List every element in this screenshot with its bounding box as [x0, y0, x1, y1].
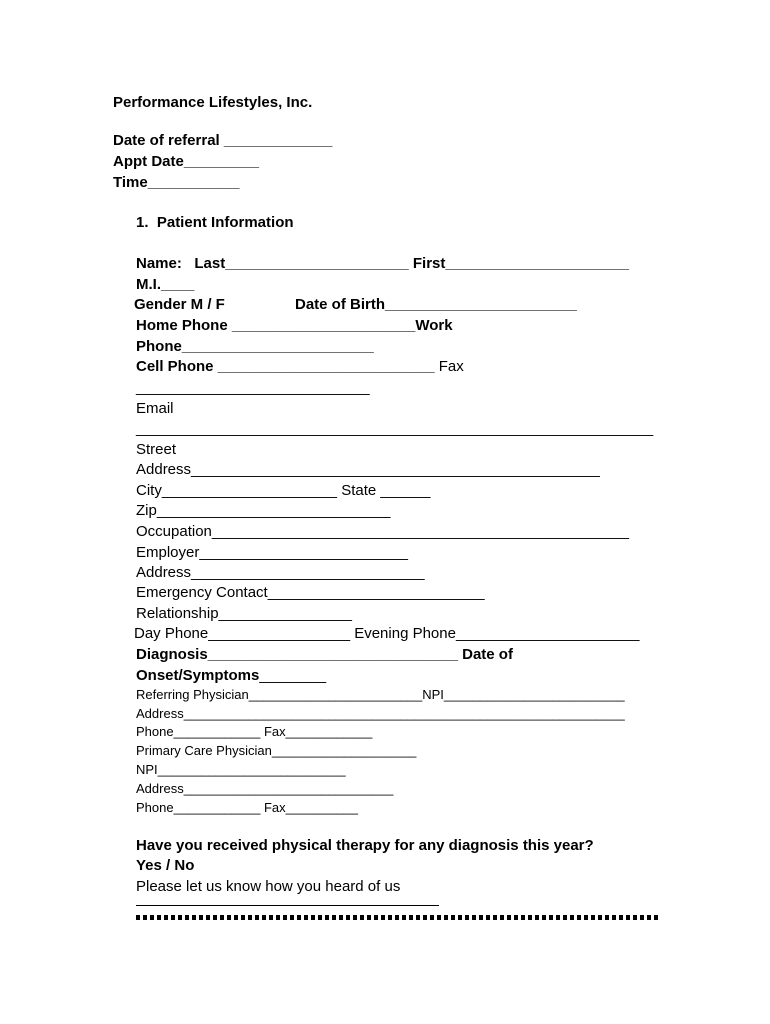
- physician-phone-fax-field[interactable]: Phone____________ Fax____________: [136, 724, 373, 739]
- gender-field[interactable]: Gender M / F: [134, 296, 225, 313]
- date-of-referral-field[interactable]: Date of referral _____________: [113, 132, 333, 149]
- name-field[interactable]: Name: Last______________________ First______________________: [136, 255, 629, 272]
- date-of-birth-field[interactable]: Date of Birth_______________________: [295, 296, 577, 313]
- pcp-address-field[interactable]: Address_____________________________: [136, 781, 394, 796]
- zip-field[interactable]: Zip____________________________: [136, 502, 391, 519]
- cell-phone-field[interactable]: Cell Phone __________________________: [136, 358, 435, 375]
- street-address-field[interactable]: Address_________________________________________________: [136, 461, 600, 478]
- onset-row: [136, 667, 326, 685]
- appt-date-field[interactable]: Appt Date_________: [113, 153, 259, 170]
- diagnosis-field[interactable]: Diagnosis______________________________ Date of: [136, 646, 513, 663]
- day-evening-phone-field[interactable]: Day Phone_________________ Evening Phone______________________: [134, 625, 640, 642]
- fax-field[interactable]: ____________________________: [136, 379, 370, 396]
- company-name: Performance Lifestyles, Inc.: [113, 94, 313, 111]
- pcp-phone-fax-field[interactable]: Phone____________ Fax__________: [136, 800, 358, 815]
- email-field[interactable]: ______________________________________________________________: [136, 420, 654, 437]
- heard-of-us-answer-line[interactable]: [136, 905, 439, 906]
- home-phone-field[interactable]: Home Phone ______________________Work: [136, 317, 453, 334]
- work-phone-field[interactable]: Phone_______________________: [136, 338, 374, 355]
- physical-therapy-question: Have you received physical therapy for any diagnosis this year?: [136, 837, 594, 854]
- middle-initial-field[interactable]: M.I.____: [136, 276, 195, 293]
- physician-address-field[interactable]: Address_____________________________________________________________: [136, 706, 625, 721]
- onset-field[interactable]: ________: [259, 667, 327, 684]
- emergency-contact-field[interactable]: Emergency Contact__________________________: [136, 584, 485, 601]
- cell-phone-row: [136, 358, 464, 376]
- relationship-field[interactable]: Relationship________________: [136, 605, 353, 622]
- dotted-divider: [136, 915, 660, 920]
- email-label: Email: [136, 400, 174, 417]
- time-field[interactable]: Time___________: [113, 174, 240, 191]
- heard-of-us-question: Please let us know how you heard of us: [136, 878, 401, 895]
- employer-address-field[interactable]: Address____________________________: [136, 564, 425, 581]
- street-label: Street: [136, 441, 177, 458]
- yes-no-option[interactable]: Yes / No: [136, 857, 195, 874]
- referring-physician-field[interactable]: Referring Physician________________________NPI_________________________: [136, 687, 625, 702]
- occupation-field[interactable]: Occupation__________________________________________________: [136, 523, 629, 540]
- section-heading-patient-information: 1. Patient Information: [136, 214, 294, 231]
- employer-field[interactable]: Employer_________________________: [136, 544, 408, 561]
- npi-field[interactable]: NPI__________________________: [136, 762, 346, 777]
- onset-label: Onset/Symptoms: [136, 667, 260, 684]
- city-state-field[interactable]: City_____________________ State ______: [136, 482, 431, 499]
- fax-label: Fax: [434, 358, 464, 375]
- primary-care-physician-field[interactable]: Primary Care Physician____________________: [136, 743, 417, 758]
